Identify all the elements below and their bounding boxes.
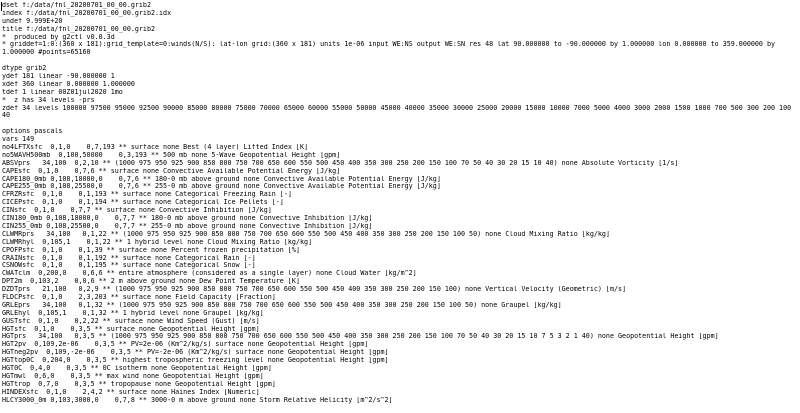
text-line: zdef 34 levels 100000 97500 95000 92500 90000 85000 80000 75000 70000 65000 60000 55000 50000 45000 40000 35000 30000 25000 20000 15000 10000 7000 5000 4000 3000 2000 1500 1000 700 500 300 200 100 xyxy=(2,104,792,112)
text-line: CRAINsfc 0,1,0 0,1,192 ** surface none Categorical Rain [-] xyxy=(2,254,256,262)
text-line: * produced by g2ctl v0.0.3d xyxy=(2,33,115,41)
text-line: CFRZRsfc 0,1,0 0,1,193 ** surface none Categorical Freezing Rain [-] xyxy=(2,191,292,199)
text-line: HGTtrop 0,7,0 0,3,5 ** tropopause none Geopotential Height [gpm] xyxy=(2,380,276,388)
text-line: GUSTsfc 0,1,0 0,2,22 ** surface none Wind Speed (Gust) [m/s] xyxy=(2,317,260,325)
text-line: tdef 1 linear 00Z01jul2020 1mo xyxy=(2,88,123,96)
text-line: * z has 34 levels -prs xyxy=(2,96,95,104)
text-line: CAPE255_0mb 0,108,25500,0 0,7,6 ** 255-0 mb above ground none Convective Available Potential Energy [J/kg] xyxy=(2,183,441,191)
text-line: HLCY3000_0m 0,103,3000,0 0,7,8 ** 3000-0 m above ground none Storm Relative Helicity [m^2/s^2] xyxy=(2,396,393,404)
text-line: CLWMRhyl 0,105,1 0,1,22 ** 1 hybrid level none Cloud Mixing Ratio [kg/kg] xyxy=(2,238,313,246)
text-line: CWATclm 0,200,0 0,6,6 ** entire atmosphere (considered as a single layer) none Cloud Water [kg/m^2] xyxy=(2,270,417,278)
text-line xyxy=(2,120,800,128)
text-line: HGTsfc 0,1,0 0,3,5 ** surface none Geopotential Height [gpm] xyxy=(2,325,260,333)
text-line: 40 xyxy=(2,112,11,120)
text-line: no5WAVH500mb 0,100,50000 0,3,193 ** 500 mb none 5-Wave Geopotential Height [gpm] xyxy=(2,151,341,159)
text-line: title f:/data/fnl_20200701_00_00.grib2 xyxy=(2,25,155,33)
text-line: CAPEsfc 0,1,0 0,7,6 ** surface none Convective Available Potential Energy [J/kg] xyxy=(2,167,341,175)
text-line: HGTprs 34,100 0,3,5 ** (1000 975 950 925 900 850 800 750 700 650 600 550 500 450 400 350 300 250 200 150 100 70 50 40 30 20 15 10 7 5 3 2 1 40) none Geopotential Height [gpm] xyxy=(2,333,719,341)
text-line: no4LFTXsfc 0,1,0 0,7,193 ** surface none Best (4 layer) Lifted Index [K] xyxy=(2,144,308,152)
text-line: CLWMRprs 34,100 0,1,22 ** (1000 975 950 925 900 850 800 750 700 650 600 550 500 450 400 350 300 250 200 150 100 50) none Cloud Mixing Ratio [kg/kg] xyxy=(2,230,610,238)
text-line: GRLEhyl 0,105,1 0,1,32 ** 1 hybrid level none Graupel [kg/kg] xyxy=(2,309,264,317)
text-line: CINsfc 0,1,0 0,7,7 ** surface none Convective Inhibition [J/kg] xyxy=(2,207,272,215)
text-line: CPOFPsfc 0,1,0 0,1,39 ** surface none Percent frozen precipitation [%] xyxy=(2,246,300,254)
text-line: xdef 360 linear 0.000000 1.000000 xyxy=(2,80,135,88)
text-line: CIN180_0mb 0,108,18000,0 0,7,7 ** 180-0 mb above ground none Convective Inhibition [J/kg] xyxy=(2,215,373,223)
text-line: ydef 181 linear -90.000000 1 xyxy=(2,73,115,81)
text-line: ABSVprs 34,100 0,2,10 ** (1000 975 950 925 900 850 800 750 700 650 600 550 500 450 400 350 300 250 200 150 100 70 50 40 30 20 15 10 40) none Absolute Vorticity [1/s] xyxy=(2,159,679,167)
text-line: index f:/data/fnl_20200701_00_00.grib2.idx xyxy=(2,9,172,17)
text-line: DZDTprs 21,100 0,2,9 ** (1000 975 950 925 900 850 800 750 700 650 600 550 500 450 400 350 300 250 200 150 100) none Vertical Velocity (Geometric) [m/s] xyxy=(2,286,627,294)
text-line: CAPE180_0mb 0,108,18000,0 0,7,6 ** 180-0 mb above ground none Convective Available Potential Energy [J/kg] xyxy=(2,175,441,183)
text-line: dset f:/data/fnl_20200701_00_00.grib2 xyxy=(2,2,151,9)
text-line: undef 9.999E+20 xyxy=(2,17,63,25)
text-line: HGTneg2pv 0,109,-2e-06 0,3,5 ** PV=-2e-06 (Km^2/kg/s) surface none Geopotential Height [gpm] xyxy=(2,349,389,357)
text-line: GRLEprs 34,100 0,1,32 ** (1000 975 950 925 900 850 800 750 700 650 600 550 500 450 400 350 300 250 200 150 100 50) none Graupel [kg/kg] xyxy=(2,301,562,309)
text-line: FLDCPsfc 0,1,0 2,3,203 ** surface none Field Capacity [Fraction] xyxy=(2,293,276,301)
text-line: HINDEXsfc 0,1,0 2,4,2 ** surface none Haines Index [Numeric] xyxy=(2,388,260,396)
text-line: options pascals xyxy=(2,128,63,136)
text-line: HGT0C 0,4,0 0,3,5 ** 0C isotherm none Geopotential Height [gpm] xyxy=(2,364,272,372)
text-line: DPT2m 0,103,2 0,0,6 ** 2 m above ground none Dew Point Temperature [K] xyxy=(2,278,300,286)
text-line: HGT2pv 0,109,2e-06 0,3,5 ** PV=2e-06 (Km^2/kg/s) surface none Geopotential Height [gpm] xyxy=(2,341,369,349)
text-line: CSNOWsfc 0,1,0 0,1,195 ** surface none Categorical Snow [-] xyxy=(2,262,256,270)
text-line: CICEPsfc 0,1,0 0,1,194 ** surface none Categorical Ice Pellets [-] xyxy=(2,199,284,207)
text-cursor xyxy=(1,2,2,11)
file-content[interactable] xyxy=(2,2,800,404)
text-line: * griddef=1:0:(360 x 181):grid_template=0:winds(N/S): lat-lon grid:(360 x 181) units 1e-06 input WE:NS output WE:SN res 48 lat 90.000000 to -90.000000 by 1.000000 lon 0.000000 to 359.000000 by xyxy=(2,41,776,49)
text-line: 1.000000 #points=65160 xyxy=(2,49,91,57)
text-line: HGTtop0C 0,204,0 0,3,5 ** highest tropospheric freezing level none Geopotential Height [gpm] xyxy=(2,357,389,365)
text-line: vars 149 xyxy=(2,136,35,144)
text-line: HGTmwl 0,6,0 0,3,5 ** max wind none Geopotential Height [gpm] xyxy=(2,372,264,380)
text-line: dtype grib2 xyxy=(2,65,47,73)
text-line: CIN255_0mb 0,108,25500,0 0,7,7 ** 255-0 mb above ground none Convective Inhibition [J/kg] xyxy=(2,222,373,230)
text-line xyxy=(2,57,800,65)
